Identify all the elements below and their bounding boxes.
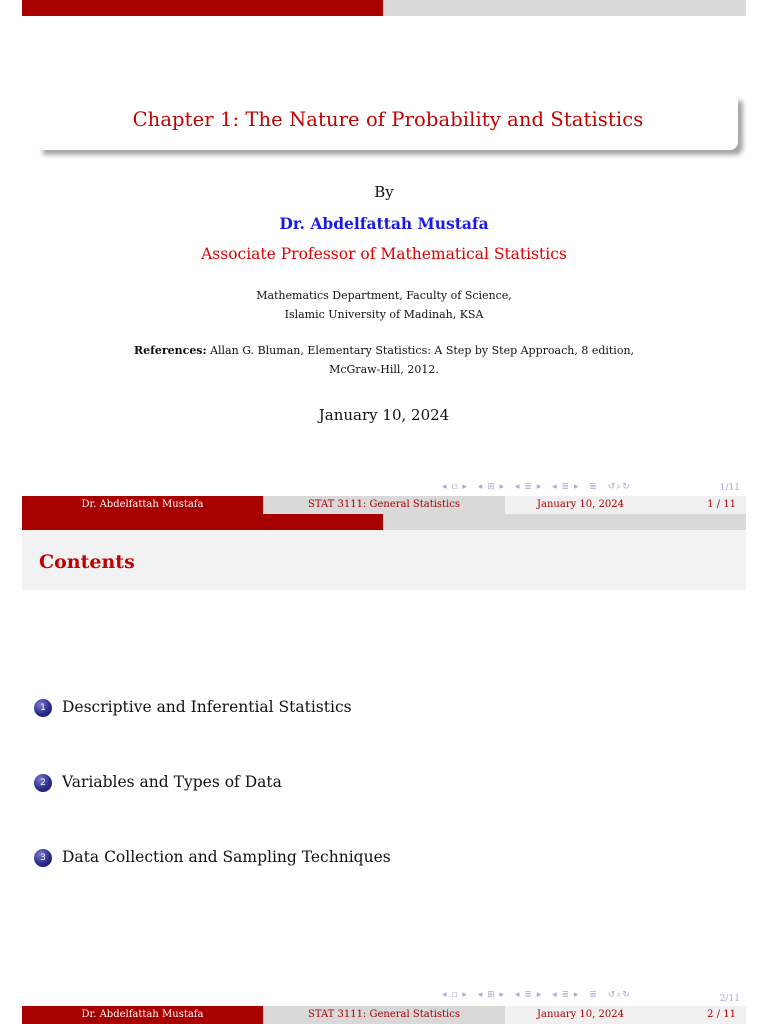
presentation-date: January 10, 2024 bbox=[318, 406, 450, 424]
affiliation-line-1: Mathematics Department, Faculty of Science, bbox=[256, 289, 512, 302]
title-box bbox=[38, 96, 738, 150]
footer-date: January 10, 2024 bbox=[537, 1009, 624, 1020]
prev-subsection-icon[interactable]: ◂ ≣ ▸ bbox=[514, 990, 543, 1000]
prev-section-icon[interactable]: ◂ ⊞ ▸ bbox=[477, 482, 506, 492]
toc-number-ball: 1 bbox=[34, 699, 52, 717]
progress-bar bbox=[22, 0, 746, 16]
footer-date-page bbox=[505, 1006, 746, 1024]
progress-bar-track bbox=[383, 514, 746, 530]
nav-page-number: 2/11 bbox=[719, 994, 740, 1004]
frame-title: Contents bbox=[39, 551, 135, 573]
progress-bar-fill bbox=[22, 514, 383, 530]
footer bbox=[22, 496, 746, 514]
outline-icon[interactable]: ≣ bbox=[589, 482, 598, 492]
toc-label[interactable]: Data Collection and Sampling Techniques bbox=[62, 848, 391, 866]
footer-page: 1 / 11 bbox=[707, 499, 736, 510]
nav-page-number: 1/11 bbox=[719, 483, 740, 493]
prev-frame-icon[interactable]: ◂ ▫ ▸ bbox=[442, 990, 468, 1000]
author-role: Associate Professor of Mathematical Statistics bbox=[201, 245, 567, 263]
footer bbox=[22, 1006, 746, 1024]
footer-date: January 10, 2024 bbox=[537, 499, 624, 510]
footer-course: STAT 3111: General Statistics bbox=[263, 1006, 505, 1024]
footer-date-page bbox=[505, 496, 746, 514]
toc-number-ball: 2 bbox=[34, 774, 52, 792]
footer-author: Dr. Abdelfattah Mustafa bbox=[22, 1006, 263, 1024]
references-line-2: McGraw-Hill, 2012. bbox=[329, 363, 439, 376]
references-text: Allan G. Bluman, Elementary Statistics: A Step by Step Approach, 8 edition, bbox=[210, 344, 635, 357]
references-label: References: bbox=[133, 344, 207, 357]
affiliation-line-2: Islamic University of Madinah, KSA bbox=[284, 308, 484, 321]
presentation-title: Chapter 1: The Nature of Probability and Statistics bbox=[132, 108, 644, 131]
contents-slide bbox=[22, 514, 746, 1024]
search-icon[interactable]: ↺⌕↻ bbox=[607, 990, 631, 1000]
by-label: By bbox=[374, 183, 394, 201]
next-subsection-icon[interactable]: ◂ ≣ ▸ bbox=[552, 482, 580, 492]
progress-bar-track bbox=[383, 0, 746, 16]
prev-subsection-icon[interactable]: ◂ ≣ ▸ bbox=[514, 482, 543, 492]
frame-title-bar bbox=[22, 530, 746, 590]
prev-section-icon[interactable]: ◂ ⊞ ▸ bbox=[477, 990, 506, 1000]
toc-label[interactable]: Descriptive and Inferential Statistics bbox=[62, 698, 352, 716]
footer-page: 2 / 11 bbox=[707, 1009, 736, 1020]
progress-bar-fill bbox=[22, 0, 383, 16]
outline-icon[interactable]: ≣ bbox=[589, 990, 598, 1000]
next-subsection-icon[interactable]: ◂ ≣ ▸ bbox=[552, 990, 580, 1000]
toc-label[interactable]: Variables and Types of Data bbox=[62, 773, 282, 791]
footer-author: Dr. Abdelfattah Mustafa bbox=[22, 496, 263, 514]
title-slide bbox=[22, 0, 746, 514]
toc-number-ball: 3 bbox=[34, 849, 52, 867]
progress-bar bbox=[22, 514, 746, 530]
author-name: Dr. Abdelfattah Mustafa bbox=[279, 214, 489, 233]
prev-frame-icon[interactable]: ◂ ▫ ▸ bbox=[442, 482, 468, 492]
search-icon[interactable]: ↺⌕↻ bbox=[607, 482, 631, 492]
references-line-1 bbox=[22, 344, 746, 357]
footer-course: STAT 3111: General Statistics bbox=[263, 496, 505, 514]
navigation-bar bbox=[442, 482, 742, 496]
navigation-bar bbox=[442, 990, 742, 1004]
